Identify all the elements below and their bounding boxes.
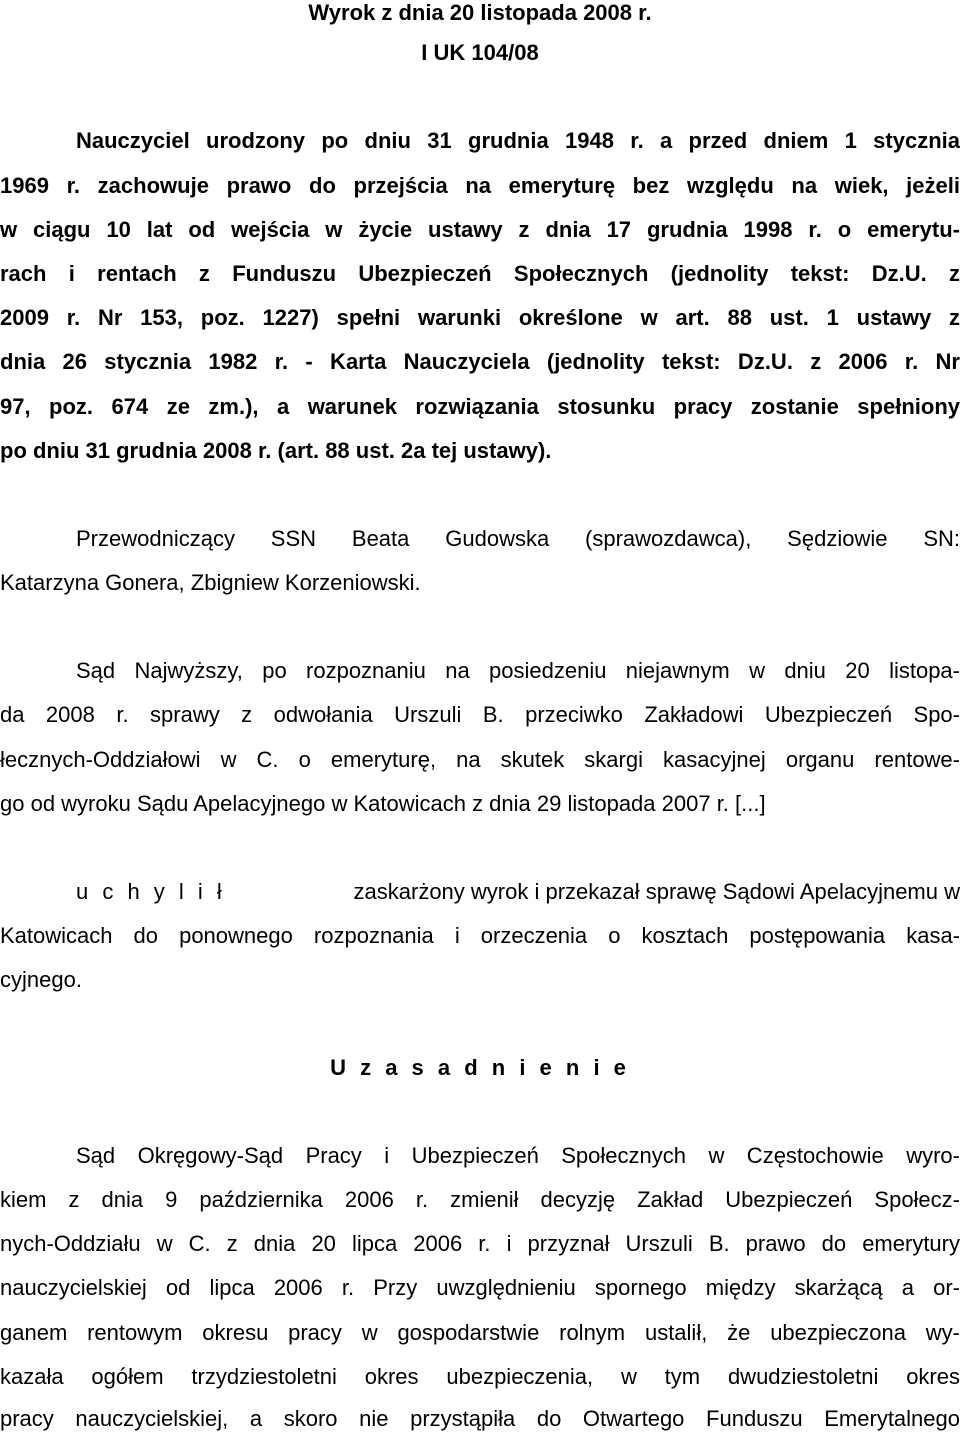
thesis-line: rach i rentach z Funduszu Ubezpieczeń Społecznych (jednolity tekst: Dz.U. z — [0, 261, 960, 286]
composition-line: Katarzyna Gonera, Zbigniew Korzeniowski. — [0, 570, 421, 595]
ruling-line: cyjnego. — [0, 967, 82, 992]
justification-line: Sąd Okręgowy-Sąd Pracy i Ubezpieczeń Społecznych w Częstochowie wyro- — [76, 1143, 960, 1168]
ruling-line-rest: zaskarżony wyrok i przekazał sprawę Sądowi Apelacyjnemu w — [353, 879, 960, 904]
justification-line: nych-Oddziału w C. z dnia 20 lipca 2006 r. i przyznał Urszuli B. prawo do emerytury — [0, 1231, 960, 1256]
ruling-line: Katowicach do ponownego rozpoznania i orzeczenia o kosztach postępowania kasa- — [0, 923, 960, 948]
thesis-line: Nauczyciel urodzony po dniu 31 grudnia 1948 r. a przed dniem 1 stycznia — [76, 128, 960, 153]
composition-line: Przewodniczący SSN Beata Gudowska (sprawozdawca), Sędziowie SN: — [76, 526, 960, 551]
intro-line: Sąd Najwyższy, po rozpoznaniu na posiedzeniu niejawnym w dniu 20 listopa- — [76, 658, 960, 683]
intro-line: łecznych-Oddziałowi w C. o emeryturę, na skutek skargi kasacyjnej organu rentowe- — [0, 747, 960, 772]
thesis-line: 1969 r. zachowuje prawo do przejścia na emeryturę bez względu na wiek, jeżeli — [0, 173, 960, 198]
justification-line: kazała ogółem trzydziestoletni okres ubezpieczenia, w tym dwudziestoletni okres — [0, 1364, 960, 1389]
thesis-line: 97, poz. 674 ze zm.), a warunek rozwiązania stosunku pracy zostanie spełniony — [0, 394, 960, 419]
case-number: I UK 104/08 — [421, 40, 539, 65]
judgment-title: Wyrok z dnia 20 listopada 2008 r. — [308, 0, 652, 25]
justification-line: nauczycielskiej od lipca 2006 r. Przy uwzględnieniu spornego między skarżącą a or- — [0, 1275, 960, 1300]
intro-line: go od wyroku Sądu Apelacyjnego w Katowicach z dnia 29 listopada 2007 r. [...] — [0, 791, 766, 816]
ruling-keyword: u c h y l i ł — [76, 879, 226, 904]
justification-line: pracy nauczycielskiej, a skoro nie przystąpiła do Otwartego Funduszu Emerytalnego — [0, 1406, 960, 1431]
thesis-line: w ciągu 10 lat od wejścia w życie ustawy z dnia 17 grudnia 1998 r. o emerytu- — [0, 217, 960, 242]
thesis-line: dnia 26 stycznia 1982 r. - Karta Nauczyciela (jednolity tekst: Dz.U. z 2006 r. Nr — [0, 349, 960, 374]
ruling-first-line — [76, 877, 960, 907]
thesis-line: po dniu 31 grudnia 2008 r. (art. 88 ust. 2a tej ustawy). — [0, 438, 552, 463]
intro-line: da 2008 r. sprawy z odwołania Urszuli B. przeciwko Zakładowi Ubezpieczeń Spo- — [0, 702, 960, 727]
justification-line: kiem z dnia 9 października 2006 r. zmienił decyzję Zakład Ubezpieczeń Społecz- — [0, 1187, 960, 1212]
thesis-line: 2009 r. Nr 153, poz. 1227) spełni warunki określone w art. 88 ust. 1 ustawy z — [0, 305, 960, 330]
justification-heading: U z a s a d n i e n i e — [330, 1055, 630, 1080]
justification-line: ganem rentowym okresu pracy w gospodarstwie rolnym ustalił, że ubezpieczona wy- — [0, 1320, 960, 1345]
